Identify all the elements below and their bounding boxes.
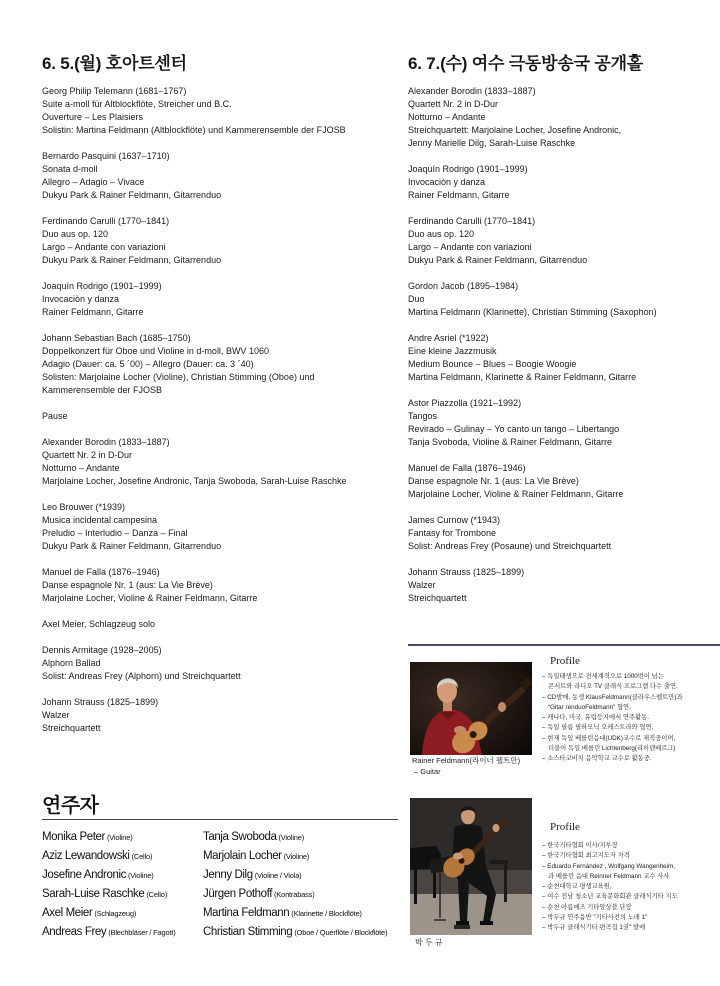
performer-row — [203, 885, 387, 904]
guitarist-on-stage-photo — [410, 798, 532, 935]
program-block — [408, 163, 708, 202]
program-line: Streichquartett: Marjolaine Locher, Josefine Andronic, — [408, 125, 622, 135]
performer-row — [42, 923, 176, 942]
program-block — [42, 215, 398, 267]
performer-role: (Blechbläser / Fagott) — [108, 928, 176, 937]
performer-role: (Violine / Viola) — [254, 871, 302, 880]
performer-name: Christian Stimming — [203, 926, 293, 938]
performer-name: Josefine Andronic — [42, 869, 126, 881]
program-line: Notturno – Andante — [408, 112, 486, 122]
caption-name: Rainer Feldmann(라이너 펠트만) — [412, 756, 521, 765]
performer-row — [42, 885, 176, 904]
concert-heading-june-5: 6. 5.(월) 호아트센터 — [42, 54, 187, 73]
program-block — [42, 566, 398, 605]
program-line: Quartett Nr. 2 in D-Dur — [408, 99, 499, 109]
program-line: Musica incidental campesina — [42, 515, 158, 525]
program-line: Johann Strauss (1825–1899) — [408, 567, 525, 577]
profile-title: Profile — [550, 821, 580, 833]
performer-name: Axel Meier — [42, 907, 93, 919]
program-line: Fantasy for Trombone — [408, 528, 497, 538]
profile-item: – CD발매, 동생 KlausFeldmann(클라우스펠트만)과 — [542, 693, 683, 701]
performer-name: Marjolain Locher — [203, 850, 282, 862]
photo-caption — [412, 755, 520, 777]
program-line: Joaquín Rodrigo (1901–1999) — [42, 281, 162, 291]
profile-item: – 여수 전남 청소년 교육문화회관 클래식기타 지도 — [542, 893, 678, 901]
performer-name: Sarah-Luise Raschke — [42, 888, 145, 900]
profile-item: – 독일 필름 필하모닉 오케스트라와 협연. — [542, 724, 654, 732]
program-block — [408, 397, 708, 449]
program-line: Manuel de Falla (1876–1946) — [42, 567, 160, 577]
profile-item: 콘서트와 라디오 TV 클래식 프로그램 다수 출연. — [548, 683, 678, 691]
program-block — [408, 85, 708, 150]
program-line: Duo aus op. 120 — [408, 229, 475, 239]
profile-item: – 순천 아름메즈 기타앙상블 단장 — [542, 903, 632, 911]
program-line: James Curnow (*1943) — [408, 515, 501, 525]
program-block — [408, 462, 708, 501]
program-block — [42, 85, 398, 137]
program-line: Revirado – Gulinay – Yo canto un tango – Libertango — [408, 424, 620, 434]
performer-role: (Kontrabass) — [274, 890, 315, 899]
program-block — [42, 280, 398, 319]
program-line: Axel Meier, Schlagzeug solo — [42, 619, 156, 629]
profile-list — [542, 841, 714, 934]
program-line: Georg Philip Telemann (1681–1767) — [42, 86, 187, 96]
program-block — [42, 410, 398, 423]
concert-heading-june-7: 6. 7.(수) 여수 극동방송국 공개홀 — [408, 54, 644, 73]
program-block — [408, 332, 708, 384]
program-line: Duo aus op. 120 — [42, 229, 109, 239]
caption-instrument: – Guitar — [414, 767, 441, 776]
program-line: Jenny Marielle Dilg, Sarah-Luise Raschke — [408, 138, 576, 148]
program-block — [42, 501, 398, 553]
program-line: Solist: Andreas Frey (Posaune) und Streichquartett — [408, 541, 612, 551]
program-line: Martina Feldmann, Klarinette & Rainer Feldmann, Gitarre — [408, 372, 637, 382]
performer-role: (Oboe / Querflöte / Blockflöte) — [294, 928, 388, 937]
program-line: Pause — [42, 411, 68, 421]
program-line: Dukyu Park & Rainer Feldmann, Gitarrenduo — [42, 190, 222, 200]
profile-item: 과 베를린 음대 Reinner Feldmann 교수 사사 — [548, 872, 670, 880]
program-line: Largo – Andante con variazioni — [408, 242, 532, 252]
program-block — [42, 332, 398, 397]
program-line: Marjolaine Locher, Josefine Andronic, Tanja Swoboda, Sarah-Luise Raschke — [42, 476, 347, 486]
program-line: Sonata d-moll — [42, 164, 98, 174]
program-block — [42, 644, 398, 683]
performer-role: (Schlagzeug) — [94, 909, 137, 918]
program-line: Dukyu Park & Rainer Feldmann, Gitarrenduo — [42, 255, 222, 265]
performer-row — [42, 866, 176, 885]
program-line: Ouverture – Les Plaisiers — [42, 112, 144, 122]
performer-name: Andreas Frey — [42, 926, 107, 938]
program-line: Largo – Andante con variazioni — [42, 242, 166, 252]
performer-role: (Violine) — [127, 871, 154, 880]
program-line: Astor Piazzolla (1921–1992) — [408, 398, 522, 408]
program-line: Notturno – Andante — [42, 463, 120, 473]
program-line: Leo Brouwer (*1939) — [42, 502, 126, 512]
performer-row — [42, 828, 176, 847]
program-line: Medium Bounce – Blues – Boogie Woogie — [408, 359, 577, 369]
performer-row — [203, 828, 387, 847]
guitarist-portrait-photo — [410, 662, 532, 755]
performer-role: (Cello) — [146, 890, 168, 899]
performer-name: Martina Feldmann — [203, 907, 290, 919]
program-line: Alphorn Ballad — [42, 658, 101, 668]
program-line: Streichquartett — [42, 723, 101, 733]
performers-column-left — [42, 828, 176, 942]
performer-row — [42, 847, 176, 866]
program-line: Rainer Feldmann, Gitarre — [408, 190, 510, 200]
performer-name: Tanja Swoboda — [203, 831, 277, 843]
program-line: Bernardo Pasquini (1637–1710) — [42, 151, 170, 161]
program-line: Ferdinando Carulli (1770–1841) — [408, 216, 536, 226]
program-line: Joaquín Rodrigo (1901–1999) — [408, 164, 528, 174]
performer-role: (Violine) — [106, 833, 133, 842]
program-line: Gordon Jacob (1895–1984) — [408, 281, 519, 291]
program-block — [408, 215, 708, 267]
performers-heading-underline — [42, 819, 398, 820]
program-block — [42, 696, 398, 735]
profile-item: – 박두규 클래식기타 편곡집 1권" 발매 — [542, 924, 646, 932]
program-line: Johann Strauss (1825–1899) — [42, 697, 159, 707]
program-line: Walzer — [408, 580, 436, 590]
profile-item: “Gitar renduoFeldmann” 협연. — [548, 703, 631, 711]
photo-caption — [415, 937, 443, 948]
program-block — [408, 566, 708, 605]
program-line: Alexander Borodin (1833–1887) — [42, 437, 170, 447]
program-line: Johann Sebastian Bach (1685–1750) — [42, 333, 191, 343]
caption-name: 박 두 규 — [415, 938, 443, 947]
profile-list — [542, 672, 714, 765]
program-line: Invocaciòn y danza — [408, 177, 486, 187]
performer-name: Jenny Dilg — [203, 869, 253, 881]
program-line: Suite a-moll für Altblockflöte, Streicher und B.C. — [42, 99, 232, 109]
performer-role: (Cello) — [131, 852, 153, 861]
program-line: Streichquartett — [408, 593, 467, 603]
program-line: Danse espagnole Nr. 1 (aus: La Vie Brève) — [408, 476, 579, 486]
program-line: Tanja Svoboda, Violine & Rainer Feldmann, Gitarre — [408, 437, 612, 447]
performer-role: (Violine) — [283, 852, 310, 861]
performer-name: Monika Peter — [42, 831, 105, 843]
program-line: Walzer — [42, 710, 70, 720]
program-line: Rainer Feldmann, Gitarre — [42, 307, 144, 317]
profile-item: – 박두규 연주음반 "기타사전의 노래 1" — [542, 914, 648, 922]
program-line: Duo — [408, 294, 425, 304]
program-block — [42, 436, 398, 488]
performer-role: (Klarinette / Blockflöte) — [291, 909, 362, 918]
program-block — [42, 618, 398, 631]
program-line: Ferdinando Carulli (1770–1841) — [42, 216, 170, 226]
program-line: Marjolaine Locher, Violine & Rainer Feldmann, Gitarre — [42, 593, 258, 603]
performers-heading: 연주자 — [42, 795, 99, 817]
profile-item: – Eduardo Fernández , Wolfgang Wangenheim, — [542, 862, 676, 870]
program-line: Marjolaine Locher, Violine & Rainer Feldmann, Gitarre — [408, 489, 624, 499]
profile-item: – 현재 독일 베를린음대(UDK)교수로 재직중이며, — [542, 734, 676, 742]
program-line: Quartett Nr. 2 in D-Dur — [42, 450, 133, 460]
profile-item: – 소스타코비치 음악학교 교수로 활동중. — [542, 755, 652, 763]
program-line: Allegro – Adagio – Vivace — [42, 177, 145, 187]
program-block — [408, 514, 708, 553]
profile-item: – 한국기타협회 최고지도자 자격 — [542, 852, 630, 860]
program-line: Dennis Armitage (1928–2005) — [42, 645, 162, 655]
program-block — [408, 280, 708, 319]
performer-row — [42, 904, 176, 923]
program-line: Solisten: Marjolaine Locher (Violine), Christian Stimming (Oboe) und — [42, 372, 315, 382]
performer-row — [203, 904, 387, 923]
profile-title: Profile — [550, 655, 580, 667]
program-line: Danse espagnole Nr. 1 (aus: La Vie Brève) — [42, 580, 213, 590]
program-line: Tangos — [408, 411, 438, 421]
performer-name: Aziz Lewandowski — [42, 850, 130, 862]
program-line: Andre Asriel (*1922) — [408, 333, 489, 343]
program-line: Eine kleine Jazzmusik — [408, 346, 497, 356]
program-line: Kammerensemble der FJOSB — [42, 385, 163, 395]
performer-row — [203, 923, 387, 942]
performer-role: (Violine) — [278, 833, 305, 842]
section-divider — [408, 644, 720, 646]
program-line: Invocaciòn y danza — [42, 294, 120, 304]
program-list-june-5 — [42, 85, 398, 748]
program-line: Adagio (Dauer: ca. 5 ´00) – Allegro (Dauer: ca. 3 ´40) — [42, 359, 254, 369]
program-block — [42, 150, 398, 202]
performers-column-right — [203, 828, 387, 942]
program-line: Preludio – Interludio – Danza – Final — [42, 528, 188, 538]
profile-item: – 독일태생으로 전세계적으로 1000번이 넘는 — [542, 673, 664, 680]
performer-name: Jürgen Pothoff — [203, 888, 272, 900]
program-line: Solist: Andreas Frey (Alphorn) und Streichquartett — [42, 671, 241, 681]
program-line: Dukyu Park & Rainer Feldmann, Gitarrenduo — [42, 541, 222, 551]
profile-item: 더불어 독일 베를린 Lichtenberg(리히텐베르그) — [548, 745, 676, 753]
program-line: Manuel de Falla (1876–1946) — [408, 463, 526, 473]
profile-item: – 한국기타협회 이사/지부장 — [542, 842, 618, 849]
program-line: Dukyu Park & Rainer Feldmann, Gitarrenduo — [408, 255, 588, 265]
performer-row — [203, 866, 387, 885]
profile-item: – 순천대학교 평생교육원, — [542, 883, 612, 891]
performer-row — [203, 847, 387, 866]
program-line: Solistin: Martina Feldmann (Altblockflöte) und Kammerensemble der FJOSB — [42, 125, 346, 135]
program-line: Doppelkonzert für Oboe und Violine in d-moll, BWV 1060 — [42, 346, 269, 356]
program-list-june-7 — [408, 85, 708, 618]
program-line: Martina Feldmann (Klarinette), Christian Stimming (Saxophon) — [408, 307, 657, 317]
profile-item: – 캐나다, 미국, 유럽등지에서 연주활동. — [542, 714, 649, 722]
program-line: Alexander Borodin (1833–1887) — [408, 86, 536, 96]
